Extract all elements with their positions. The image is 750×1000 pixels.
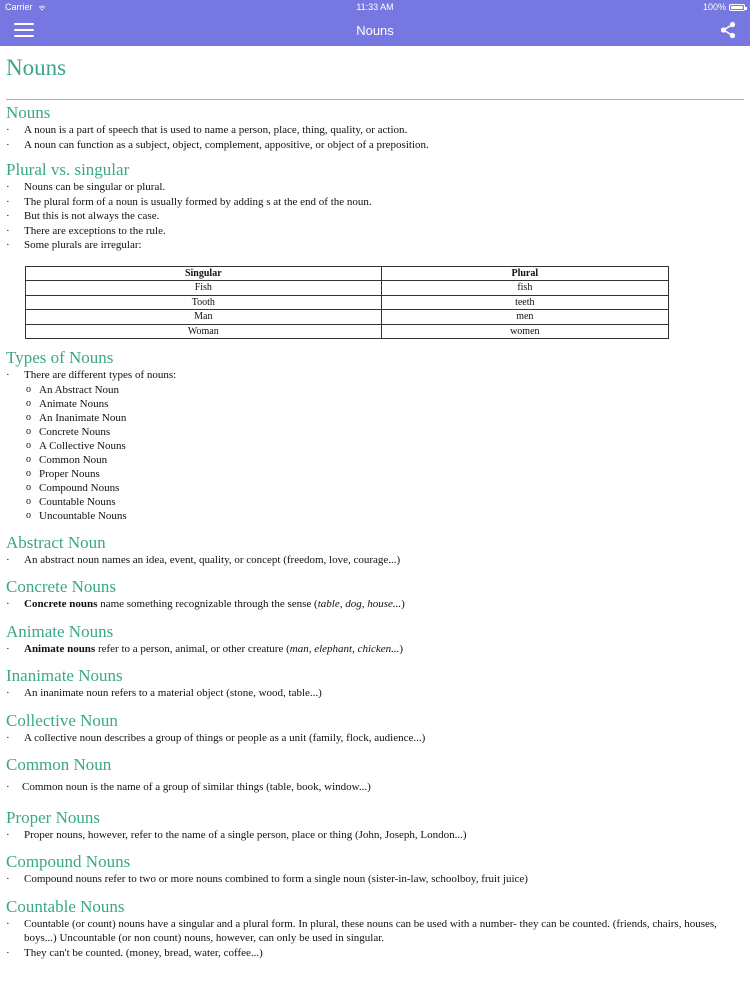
list-item: · The plural form of a noun is usually formed by adding s at the end of the noun. [6, 195, 744, 210]
countable-list [6, 917, 744, 961]
battery-indicator [703, 2, 745, 12]
sub-list-item: o Countable Nouns [26, 495, 744, 509]
section-heading-common: Common Noun [6, 755, 112, 774]
sub-list-item: o Compound Nouns [26, 481, 744, 495]
types-list [6, 368, 744, 383]
bold-term: Concrete nouns [24, 598, 98, 610]
list-item: · A noun is a part of speech that is used to name a person, place, thing, quality, or action. [6, 123, 744, 138]
navigation-bar [0, 14, 750, 46]
section-heading-plural: Plural vs. singular [6, 160, 130, 179]
sub-list-item: o Common Noun [26, 453, 744, 467]
table-row [26, 281, 669, 296]
closing-paren: ) [401, 598, 405, 610]
section-heading-compound: Compound Nouns [6, 852, 131, 871]
bold-term: Animate nouns [24, 642, 96, 655]
plurals-table [25, 266, 669, 340]
sub-list-item: o Concrete Nouns [26, 425, 744, 439]
definition-text: refer to a person, animal, or other creature ( [95, 642, 290, 655]
section-heading-nouns: Nouns [6, 103, 51, 122]
nav-title: Nouns [356, 23, 394, 38]
list-item: · A collective noun describes a group of things or people as a unit (family, flock, audience...) [6, 731, 744, 746]
list-item: · There are exceptions to the rule. [6, 224, 744, 239]
sub-list-item: o An Abstract Noun [26, 383, 744, 397]
list-item: · Compound nouns refer to two or more nouns combined to form a single noun (sister-in-law, schoolboy, fruit juice) [6, 872, 744, 887]
concrete-list [6, 597, 744, 612]
article-content [0, 54, 750, 960]
sub-list-item: o Animate Nouns [26, 397, 744, 411]
table-cell: Fish [26, 281, 382, 296]
list-item: · There are different types of nouns: [6, 368, 744, 383]
list-item: · A noun can function as a subject, object, complement, appositive, or object of a preposition. [6, 138, 744, 153]
closing-paren: ) [399, 642, 404, 655]
section-heading-countable: Countable Nouns [6, 896, 125, 916]
table-cell: Tooth [26, 295, 382, 310]
list-item: · Countable (or count) nouns have a singular and a plural form. In plural, these nouns can be used with a number- they can be counted. (friends, chairs, houses, boys...) Uncountable (or non count) nouns, however, can only be used in singular. [6, 917, 744, 946]
table-cell: men [381, 310, 668, 325]
types-sublist [6, 383, 744, 523]
header-plural: Plural [381, 266, 668, 281]
table-cell: teeth [381, 295, 668, 310]
inanimate-list [6, 686, 744, 701]
animate-list [6, 642, 744, 657]
section-heading-animate: Animate Nouns [6, 621, 114, 641]
nouns-list [6, 123, 744, 152]
section-heading-concrete: Concrete Nouns [6, 577, 117, 596]
list-item: · An abstract noun names an idea, event, quality, or concept (freedom, love, courage...) [6, 553, 744, 568]
section-heading-abstract: Abstract Noun [6, 532, 106, 552]
sub-list-item: o Uncountable Nouns [26, 509, 744, 523]
share-icon[interactable] [720, 21, 736, 39]
definition-text: name something recognizable through the sense ( [97, 598, 318, 610]
list-item: · Proper nouns, however, refer to the name of a single person, place or thing (John, Joseph, London...) [6, 828, 744, 843]
table-cell: Woman [26, 324, 382, 339]
page-title: Nouns [6, 55, 67, 80]
list-item: · They can't be counted. (money, bread, water, coffee...) [6, 946, 744, 961]
table-cell: women [381, 324, 668, 339]
clock: 11:33 AM [356, 2, 394, 12]
table-row [26, 295, 669, 310]
list-item [6, 642, 744, 657]
section-heading-inanimate: Inanimate Nouns [6, 666, 123, 685]
list-item: · An inanimate noun refers to a material object (stone, wood, table...) [6, 686, 744, 701]
examples-text: man, elephant, chicken... [289, 642, 400, 655]
sub-list-item: o A Collective Nouns [26, 439, 744, 453]
table-row [26, 310, 669, 325]
battery-percent: 100% [702, 2, 726, 12]
table-cell: Man [26, 310, 382, 325]
proper-list [6, 828, 744, 843]
common-list [6, 780, 744, 795]
list-item: · Some plurals are irregular: [6, 238, 744, 253]
list-item: · Common noun is the name of a group of similar things (table, book, window...) [6, 780, 744, 795]
header-singular: Singular [26, 266, 382, 281]
plural-list [6, 180, 744, 253]
battery-icon [729, 4, 745, 11]
abstract-list [6, 553, 744, 568]
compound-list [6, 872, 744, 887]
status-bar [0, 0, 750, 14]
sub-list-item: o An Inanimate Noun [26, 411, 744, 425]
section-heading-types: Types of Nouns [6, 348, 114, 367]
examples-text: table, dog, house... [317, 598, 402, 610]
collective-list [6, 731, 744, 746]
carrier-text: Carrier [5, 2, 33, 12]
section-heading-collective: Collective Noun [6, 710, 118, 730]
title-divider [6, 99, 744, 100]
section-heading-proper: Proper Nouns [6, 807, 100, 827]
list-item: · But this is not always the case. [6, 209, 744, 224]
table-cell: fish [381, 281, 668, 296]
table-row [26, 324, 669, 339]
list-item: · Nouns can be singular or plural. [6, 180, 744, 195]
sub-list-item: o Proper Nouns [26, 467, 744, 481]
list-item [6, 597, 744, 612]
table-header-row [26, 266, 669, 281]
